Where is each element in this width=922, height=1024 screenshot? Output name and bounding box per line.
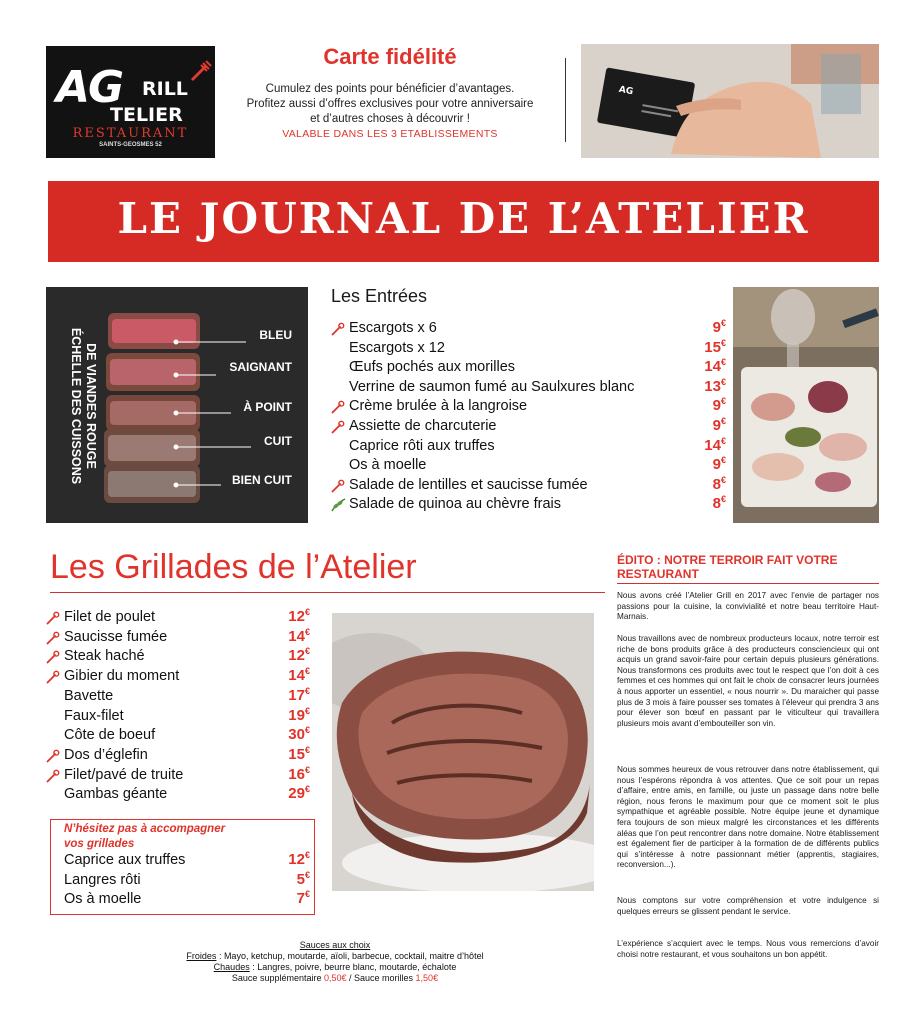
entree-item	[331, 496, 726, 516]
grillade-item-name: Faux-filet	[64, 707, 124, 724]
grillade-item-name: Filet/pavé de truite	[64, 766, 184, 783]
entree-item	[331, 337, 726, 360]
grillade-item	[46, 626, 310, 649]
grillade-item-price: 12€	[288, 607, 310, 625]
extras-title-line-1: N’hésitez pas à accompagner	[64, 823, 226, 835]
grill-icon	[46, 650, 60, 668]
sauces-froides-label: Froides	[186, 951, 217, 961]
entree-item-price: 9€	[712, 396, 726, 415]
grillade-item	[46, 668, 310, 688]
entree-item-price: 9€	[712, 318, 726, 336]
sauce-morilles-price: 1,50€	[415, 973, 439, 983]
grillade-item-name: Gambas géante	[64, 786, 168, 803]
currency-symbol: €	[720, 455, 726, 466]
vertical-divider	[565, 58, 566, 142]
svg-text:DE VIANDES ROUGE: DE VIANDES ROUGE	[84, 343, 98, 469]
grillade-item	[46, 727, 310, 747]
currency-symbol: €	[304, 705, 310, 716]
doneness-cuit: CUIT	[264, 434, 292, 448]
entree-item	[331, 376, 726, 399]
sauces-chaudes: : Langres, poivre, beurre blanc, moutarde, échalote	[249, 962, 457, 972]
grillade-item-price: 30€	[288, 725, 310, 744]
doneness-scale-title	[54, 306, 106, 506]
grillade-item-price: 19€	[288, 705, 310, 724]
loyalty-line-3: et d’autres choses à découvrir !	[310, 113, 470, 125]
edito-divider	[617, 583, 879, 584]
edito-title: ÉDITO : NOTRE TERROIR FAIT VOTRE RESTAURANT	[617, 553, 838, 581]
grillade-item-name: Filet de poulet	[64, 609, 156, 625]
doneness-bleu: BLEU	[259, 328, 292, 342]
grillade-item-price: 12€	[288, 646, 310, 665]
grill-icon	[46, 611, 60, 629]
logo-restaurant: RESTAURANT	[72, 126, 189, 141]
loyalty-text	[210, 82, 570, 127]
logo-grill: RILL	[142, 78, 188, 100]
doneness-a-point: À POINT	[243, 400, 292, 414]
grillade-item-price: 14€	[288, 666, 310, 685]
currency-symbol: €	[304, 869, 310, 880]
entree-item-name: Œufs pochés aux morilles	[349, 359, 516, 376]
grillade-item-price: 17€	[288, 685, 310, 704]
veggie-icon	[331, 498, 346, 516]
currency-symbol: €	[304, 764, 310, 775]
edito-paragraph-2: Nous travaillons avec de nombreux producteurs locaux, notre terroir est riche de bons produits grâce à des producteurs consciencieux qui ont acquis un grand savoir-faire pour certain depuis plusieurs générations. Nous transformons ces produits avec tout le respect que l’on doit à ces femmes et ces hommes qui ont fait le choix de consacrer leurs journées à nous apporter un essentiel, « nous nourrir ». Du maraicher qui passe plus de 3 mois à faire pousser ses tomates à l’éleveur qui prendra 3 ans pour élever son bœuf en passant par le viticulteur qui travaillera plusieurs mois avant d’embouteiller son vin.	[617, 634, 879, 728]
entree-item-price: 9€	[712, 455, 726, 474]
entree-item-price: 14€	[704, 357, 726, 376]
currency-symbol: €	[304, 744, 310, 755]
entree-item-name: Salade de lentilles et saucisse fumée	[349, 476, 588, 493]
currency-symbol: €	[304, 607, 310, 617]
entree-item-name: Crème brulée à la langroise	[349, 398, 528, 415]
sauces-chaudes-label: Chaudes	[213, 962, 250, 972]
doneness-bien-cuit: BIEN CUIT	[232, 473, 292, 487]
grillade-item	[46, 685, 310, 708]
logo-town: SAINTS-GEOSMES 52	[99, 142, 162, 148]
extra-item-price: 12€	[288, 850, 310, 868]
extra-item-name: Os à moelle	[64, 891, 142, 908]
sauces-froides: : Mayo, ketchup, moutarde, aïoli, barbecue, cocktail, maitre d’hôtel	[216, 951, 484, 961]
entree-item	[331, 435, 726, 458]
grillade-item-name: Côte de boeuf	[64, 727, 156, 744]
extra-item	[46, 869, 310, 892]
doneness-saignant: SAIGNANT	[229, 360, 292, 374]
entree-item-name: Escargots x 6	[349, 320, 437, 336]
currency-symbol: €	[304, 725, 310, 736]
currency-symbol: €	[720, 318, 726, 328]
entree-item-name: Salade de quinoa au chèvre frais	[349, 496, 562, 513]
grillade-item-price: 29€	[288, 784, 310, 803]
entree-item-price: 15€	[704, 337, 726, 356]
edito-paragraph-3: Nous sommes heureux de vous retrouver dans notre établissement, qui nous l’espérons répondra à vos attentes. Que ce soit pour un repas d’affaire, entre amis, en famille, ou juste un passage dans notre belle région, nous ferons le maximum pour que ce moment soit le plus sympathique et agréable possible. Notre équipe jeune et dynamique fera toujours de son mieux malgré les circonstances et les différents aléas que l’on peut rencontrer dans notre domaine. Notre établissement est également fier de participer à la formation de de différents publics qui s’intéresse à notre passionnant métier (apprentis, stagiaires, reconversion...).	[617, 765, 879, 870]
currency-symbol: €	[720, 357, 726, 368]
entree-item-name: Os à moelle	[349, 457, 427, 474]
currency-symbol: €	[720, 396, 726, 407]
currency-symbol: €	[304, 685, 310, 696]
entree-item-price: 14€	[704, 435, 726, 454]
currency-symbol: €	[304, 666, 310, 677]
grillades-title: Les Grillades de l’Atelier	[50, 548, 417, 586]
entree-item-name: Assiette de charcuterie	[349, 418, 497, 434]
currency-symbol: €	[304, 626, 310, 637]
grillade-item-name: Steak haché	[64, 648, 145, 665]
grill-icon	[331, 322, 345, 340]
extra-item	[46, 891, 310, 911]
sauce-morilles-label: / Sauce morilles	[346, 973, 416, 983]
grillade-item-price: 15€	[288, 744, 310, 763]
logo-telier: TELIER	[110, 104, 183, 126]
sauce-supp-price: 0,50€	[323, 973, 347, 983]
grillade-item	[46, 764, 310, 787]
currency-symbol: €	[304, 889, 310, 900]
entree-item-price: 13€	[704, 376, 726, 395]
entrees-title: Les Entrées	[331, 286, 428, 306]
charcuterie-photo	[733, 287, 879, 523]
currency-symbol: €	[720, 416, 726, 426]
currency-symbol: €	[720, 337, 726, 348]
entree-item	[331, 474, 726, 497]
grill-fork-icon	[190, 60, 212, 82]
extras-title-line-2: vos grillades	[64, 838, 135, 850]
currency-symbol: €	[304, 850, 310, 860]
entree-item-name: Verrine de saumon fumé au Saulxures blanc	[349, 378, 635, 395]
grilled-steak-photo	[332, 613, 594, 891]
logo-ag: AG	[56, 62, 123, 113]
entree-item-price: 9€	[712, 416, 726, 434]
grillade-item	[46, 744, 310, 767]
extras-title	[64, 822, 294, 852]
loyalty-line-2: Profitez aussi d’offres exclusives pour votre anniversaire	[246, 98, 534, 110]
extra-item-name: Langres rôti	[64, 871, 141, 888]
currency-symbol: €	[720, 435, 726, 446]
entree-item	[331, 320, 726, 340]
sauce-supp-label: Sauce supplémentaire	[231, 973, 324, 983]
grill-icon	[46, 749, 60, 767]
currency-symbol: €	[720, 474, 726, 485]
entree-item-name: Escargots x 12	[349, 339, 445, 356]
entree-item-name: Caprice rôti aux truffes	[349, 437, 495, 454]
entree-item-price: 8€	[712, 494, 726, 513]
entree-item-price: 8€	[712, 474, 726, 493]
edito-paragraph-1: Nous avons créé l’Atelier Grill en 2017 avec l’envie de partager nos passions pour la cuisine, la convivialité et notre beau territoire Haut-Marnais.	[617, 591, 879, 622]
entree-item	[331, 359, 726, 379]
grill-icon	[331, 420, 345, 438]
grill-icon	[46, 670, 60, 688]
extra-item-name: Caprice aux truffes	[64, 852, 186, 868]
grill-icon	[46, 631, 60, 649]
grill-icon	[331, 400, 345, 418]
loyalty-title: Carte fidélité	[323, 44, 457, 69]
entree-item	[331, 418, 726, 438]
currency-symbol: €	[304, 784, 310, 795]
grillade-item-price: 16€	[288, 764, 310, 783]
grillade-item-name: Bavette	[64, 687, 114, 704]
edito-paragraph-5: L’expérience s’acquiert avec le temps. Nous vous remercions d’avoir choisi notre restaurant, et vous souhaitons un bon appétit.	[617, 939, 879, 959]
currency-symbol: €	[304, 646, 310, 657]
grillade-item-price: 14€	[288, 626, 310, 645]
sauces-title: Sauces aux choix	[299, 940, 371, 950]
grillade-item-name: Dos d’églefin	[64, 746, 148, 763]
svg-text:AG: AG	[617, 84, 634, 98]
grillade-item	[46, 609, 310, 629]
edito-paragraph-4: Nous comptons sur votre compréhension et votre indulgence si quelques erreurs se glissent pendant le service.	[617, 896, 879, 916]
svg-text:ÉCHELLE DES CUISSONS: ÉCHELLE DES CUISSONS	[69, 327, 83, 485]
grill-icon	[331, 479, 345, 497]
loyalty-valid: VALABLE DANS LES 3 ETABLISSEMENTS	[282, 128, 498, 140]
entree-item	[331, 398, 726, 418]
grill-icon	[46, 769, 60, 787]
grillade-item	[46, 648, 310, 668]
page-title: LE JOURNAL DE L’ATELIER	[117, 194, 810, 243]
grillades-divider	[50, 592, 605, 593]
grillade-item	[46, 705, 310, 728]
loyalty-line-1: Cumulez des points pour bénéficier d’avantages.	[265, 83, 515, 95]
grillade-item-name: Saucisse fumée	[64, 628, 168, 645]
entree-item	[331, 457, 726, 477]
currency-symbol: €	[720, 494, 726, 505]
loyalty-card-photo	[581, 44, 879, 158]
currency-symbol: €	[720, 376, 726, 387]
extra-item	[46, 852, 310, 872]
grillade-item	[46, 786, 310, 806]
extra-item-price: 5€	[296, 869, 310, 888]
restaurant-logo	[46, 46, 215, 158]
extra-item-price: 7€	[296, 889, 310, 908]
sauces-block	[130, 940, 540, 984]
grillade-item-name: Gibier du moment	[64, 668, 180, 685]
